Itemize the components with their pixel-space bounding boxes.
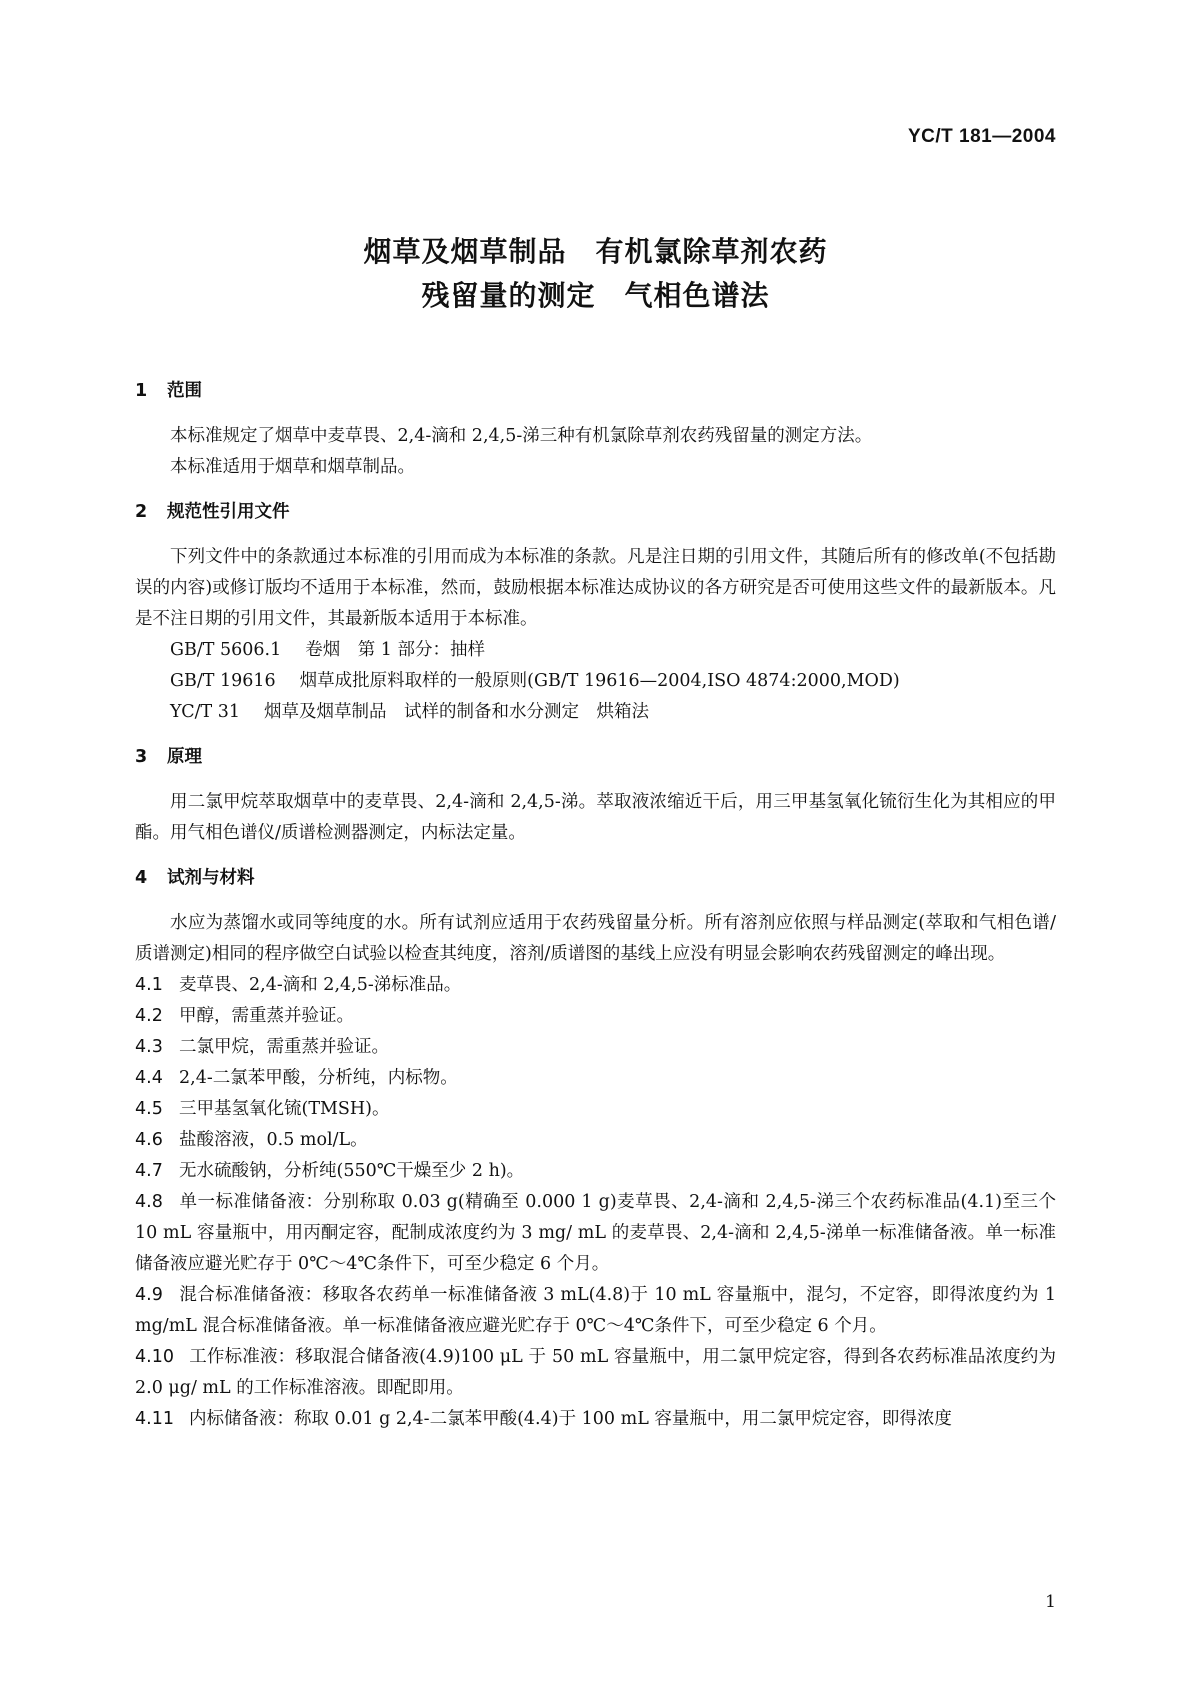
paragraph: 本标准适用于烟草和烟草制品。: [170, 457, 415, 477]
section-title: 规范性引用文件: [167, 502, 290, 522]
document-body: [135, 376, 1056, 1435]
item-text: 单一标准储备液：分别称取 0.03 g(精确至 0.000 1 g)麦草畏、2,4-滴和 2,4,5-涕三个农药标准品(4.1)至三个 10 mL 容量瓶中，用丙酮定容，配制成浓度约为 3 mg/ mL 的麦草畏、2,4-滴和 2,4,5-涕单一标准储备液。单一标准储备液应避光贮存于 0℃～4℃条件下，可至少稳定 6 个月。: [135, 1192, 1056, 1274]
item-text: 工作标准液：移取混合储备液(4.9)100 μL 于 50 mL 容量瓶中，用二氯甲烷定容，得到各农药标准品浓度约为 2.0 μg/ mL 的工作标准溶液。即配即用。: [135, 1347, 1056, 1398]
section-title: 原理: [167, 747, 202, 767]
paragraph: 水应为蒸馏水或同等纯度的水。所有试剂应适用于农药残留量分析。所有溶剂应依照与样品测定(萃取和气相色谱/质谱测定)相同的程序做空白试验以检查其纯度，溶剂/质谱图的基线上应没有明显会影响农药残留测定的峰出现。: [135, 913, 1056, 964]
item-text: 盐酸溶液，0.5 mol/L。: [179, 1130, 368, 1150]
section-heading-normative-references: [135, 497, 1056, 528]
item-number: 4.10: [135, 1347, 174, 1367]
item-text: 无水硫酸钠，分析纯(550℃干燥至少 2 h)。: [179, 1161, 525, 1181]
item-text: 甲醇，需重蒸并验证。: [179, 1006, 354, 1026]
item-number: 4.11: [135, 1409, 174, 1429]
list-item: [135, 1156, 1056, 1187]
item-text: 内标储备液：称取 0.01 g 2,4-二氯苯甲酸(4.4)于 100 mL 容量瓶中，用二氯甲烷定容，即得浓度: [189, 1409, 952, 1429]
item-text: 混合标准储备液：移取各农药单一标准储备液 3 mL(4.8)于 10 mL 容量瓶中，混匀，不定容，即得浓度约为 1 mg/mL 混合标准储备液。单一标准储备液应避光贮存于 0℃～4℃条件下，可至少稳定 6 个月。: [135, 1285, 1056, 1336]
item-number: 4.8: [135, 1192, 163, 1212]
list-item: [135, 1094, 1056, 1125]
section-heading-principle: [135, 742, 1056, 773]
item-number: 4.7: [135, 1161, 163, 1181]
paragraph: 本标准规定了烟草中麦草畏、2,4-滴和 2,4,5-涕三种有机氯除草剂农药残留量的测定方法。: [170, 426, 873, 446]
paragraph: 下列文件中的条款通过本标准的引用而成为本标准的条款。凡是注日期的引用文件，其随后所有的修改单(不包括勘误的内容)或修订版均不适用于本标准，然而，鼓励根据本标准达成协议的各方研究是否可使用这些文件的最新版本。凡是不注日期的引用文件，其最新版本适用于本标准。: [135, 547, 1056, 629]
list-item: [135, 970, 1056, 1001]
item-text: 麦草畏、2,4-滴和 2,4,5-涕标准品。: [179, 975, 462, 995]
document-title-line-1: 烟草及烟草制品 有机氯除草剂农药: [363, 235, 828, 268]
reference-code: YC/T 31: [170, 702, 241, 722]
section-title: 范围: [167, 381, 202, 401]
section-heading-reagents: [135, 863, 1056, 894]
paragraph: 用二氯甲烷萃取烟草中的麦草畏、2,4-滴和 2,4,5-涕。萃取液浓缩近干后，用三甲基氢氧化锍衍生化为其相应的甲酯。用气相色谱仪/质谱检测器测定，内标法定量。: [135, 792, 1056, 843]
list-item: [135, 1032, 1056, 1063]
section-number: 3: [135, 747, 148, 767]
reference-code: GB/T 19616: [170, 671, 276, 691]
item-number: 4.2: [135, 1006, 163, 1026]
item-number: 4.1: [135, 975, 163, 995]
reference-title: 卷烟 第 1 部分：抽样: [305, 640, 485, 660]
reference-code: GB/T 5606.1: [170, 640, 282, 660]
list-item: [135, 1063, 1056, 1094]
list-item: [135, 1001, 1056, 1032]
document-title-line-2: 残留量的测定 气相色谱法: [421, 279, 770, 312]
item-number: 4.6: [135, 1130, 163, 1150]
list-item: [135, 1342, 1056, 1404]
list-item: [135, 1404, 1056, 1435]
reference-item: [135, 697, 1056, 728]
reference-title: 烟草成批原料取样的一般原则(GB/T 19616—2004,ISO 4874:2000,MOD): [299, 671, 900, 691]
section-number: 1: [135, 381, 148, 401]
item-number: 4.3: [135, 1037, 163, 1057]
item-text: 2,4-二氯苯甲酸，分析纯，内标物。: [179, 1068, 458, 1088]
reference-title: 烟草及烟草制品 试样的制备和水分测定 烘箱法: [264, 702, 650, 722]
standard-code: YC/T 181—2004: [907, 126, 1056, 147]
section-heading-scope: [135, 376, 1056, 407]
reference-item: [135, 635, 1056, 666]
page-number: 1: [1045, 1592, 1056, 1612]
item-number: 4.9: [135, 1285, 163, 1305]
section-number: 4: [135, 868, 148, 888]
item-number: 4.5: [135, 1099, 163, 1119]
reference-item: [135, 666, 1056, 697]
section-number: 2: [135, 502, 148, 522]
list-item: [135, 1187, 1056, 1280]
item-text: 二氯甲烷，需重蒸并验证。: [179, 1037, 389, 1057]
section-title: 试剂与材料: [167, 868, 255, 888]
item-number: 4.4: [135, 1068, 163, 1088]
list-item: [135, 1125, 1056, 1156]
list-item: [135, 1280, 1056, 1342]
item-text: 三甲基氢氧化锍(TMSH)。: [179, 1099, 390, 1119]
